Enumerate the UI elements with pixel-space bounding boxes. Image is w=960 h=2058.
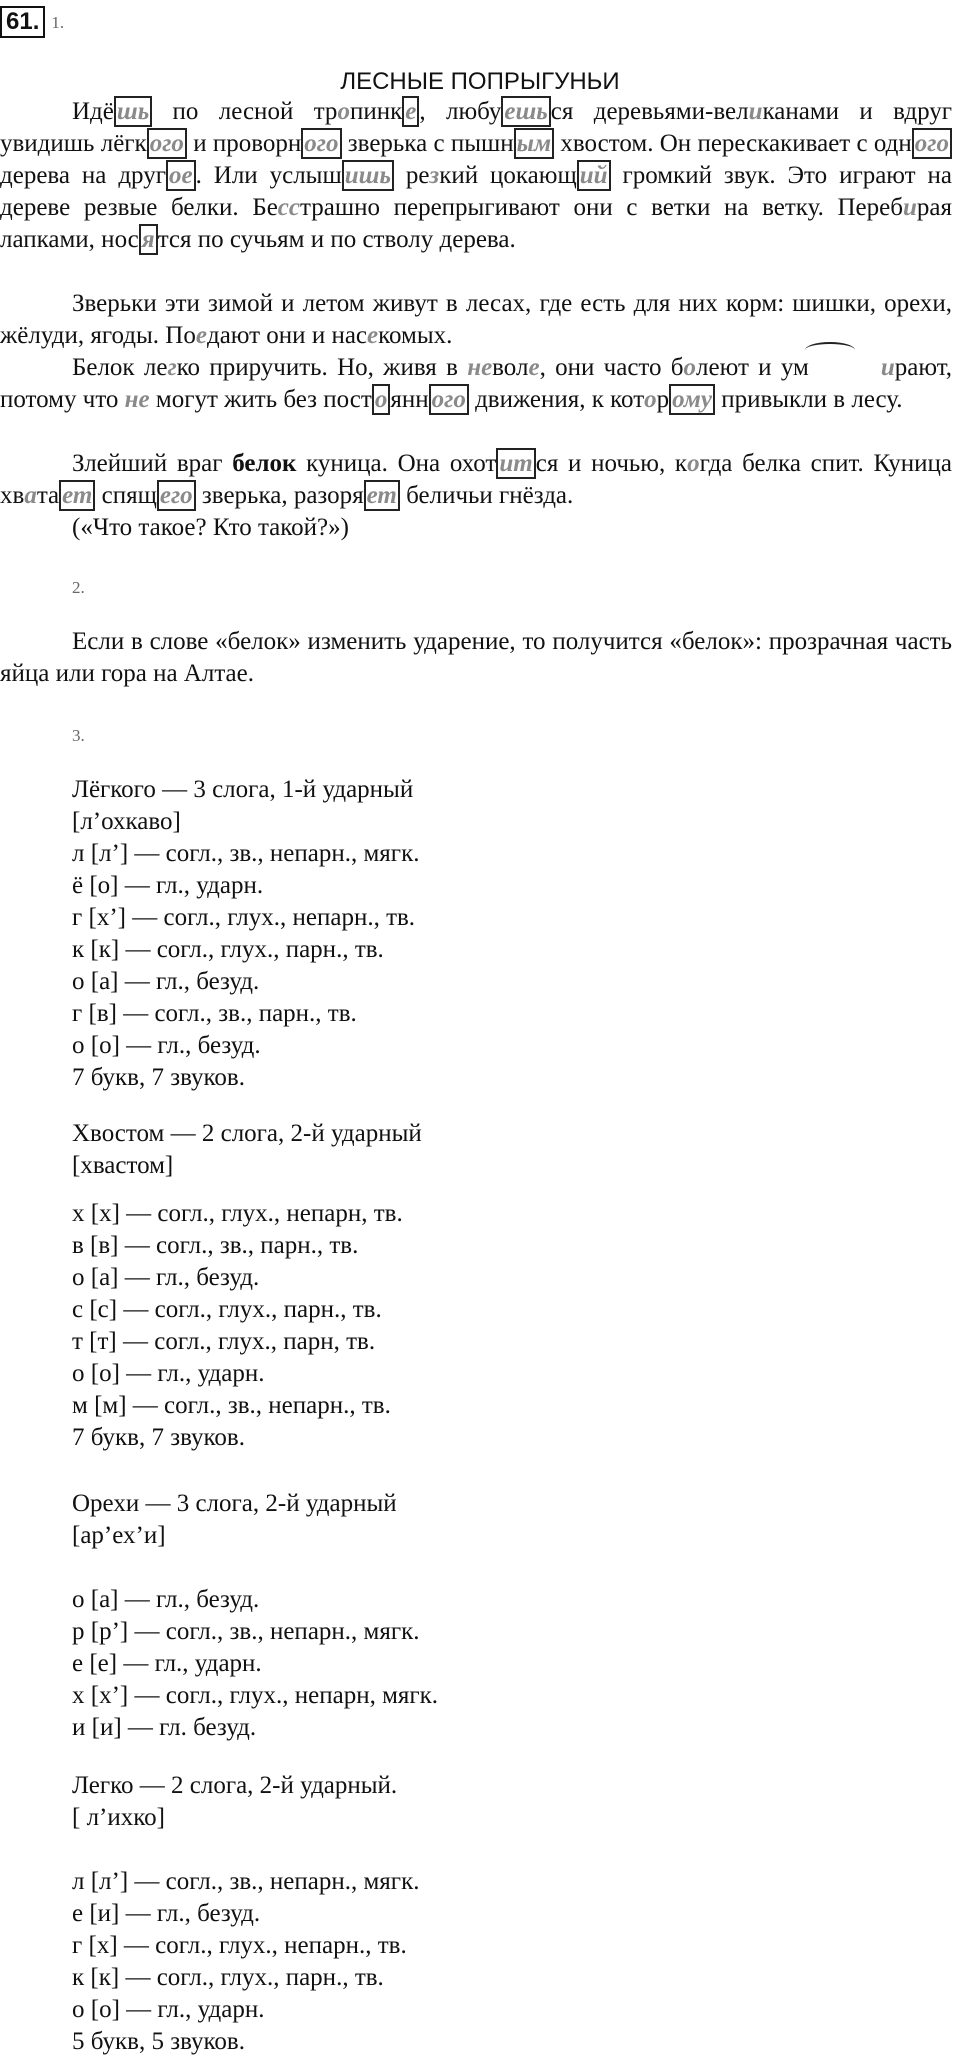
sound-line: к [к] — согл., глух., парн., тв.: [72, 1964, 384, 1991]
word-heading: Легко — 2 слога, 2-й ударный.: [72, 1772, 398, 1799]
word-transcription: [ л’ихко]: [72, 1804, 165, 1831]
word-heading: Лёгкого — 3 слога, 1-й ударный: [72, 776, 414, 803]
text-title: ЛЕСНЫЕ ПОПРЫГУНЬИ: [340, 68, 620, 95]
word-transcription: [хвастом]: [72, 1152, 174, 1179]
sound-line: ё [о] — гл., ударн.: [72, 872, 264, 899]
sound-line: х [х] — согл., глух., непарн, тв.: [72, 1200, 403, 1227]
sound-line: и [и] — гл. безуд.: [72, 1714, 257, 1741]
sound-line: г [х’] — согл., глух., непарн., тв.: [72, 904, 416, 931]
part-2-text: Если в слове «белок» изменить ударение, то получится «белок»: прозрачная часть яйца или гора на Алтае.: [0, 628, 952, 687]
sound-line: х [х’] — согл., глух., непарн, мягк.: [72, 1682, 439, 1709]
word-heading: Орехи — 3 слога, 2-й ударный: [72, 1490, 397, 1517]
letter-count: 7 букв, 7 звуков.: [72, 1424, 245, 1451]
sound-line: м [м] — согл., зв., непарн., тв.: [72, 1392, 391, 1419]
letter-count: 7 букв, 7 звуков.: [72, 1064, 245, 1091]
exercise-header: [0, 6, 64, 38]
text-paragraph-4: Злейший враг белок куница. Она охот ит ся и ночью, когда белка спит. Куница хвата ет спящ его зверька, разоря ет беличьи гнёзда.: [0, 450, 953, 509]
sound-line: к [к] — согл., глух., парн., тв.: [72, 936, 384, 963]
word-heading: Хвостом — 2 слога, 2-й ударный: [72, 1120, 422, 1147]
sound-line: с [с] — согл., глух., парн., тв.: [72, 1296, 382, 1323]
sound-line: в [в] — согл., зв., парн., тв.: [72, 1232, 359, 1259]
text-paragraph-2: Зверьки эти зимой и летом живут в лесах, где есть для них корм: шишки, орехи, жёлуди, ягоды. Поедают они и насекомых.: [0, 290, 952, 349]
text-paragraph-1: Идё шь по лесной тропинк е , любу ешь ся деревьями-великанами и вдруг увидишь лёгк ого и проворн ого зверька с пышн ым хвостом. Он перескакивает с одн ого дерева на друг ое . Или услыш ишь резкий цокающ ий громкий звук. Это играют на дереве резвые белки. Бесстрашно перепрыгивают они с ветки на ветку. Перебирая лапками, нос я тся по сучьям и по стволу дерева.: [0, 98, 952, 253]
text-source: («Что такое? Кто такой?»): [72, 514, 349, 541]
word-parse-legkogo: [72, 774, 419, 1094]
sound-line: л [л’] — согл., зв., непарн., мягк.: [72, 1868, 420, 1895]
word-parse-khvostom: [72, 1118, 422, 1454]
part-1-label: 1.: [51, 13, 65, 33]
sound-line: е [е] — гл., ударн.: [72, 1650, 262, 1677]
sound-line: о [а] — гл., безуд.: [72, 968, 260, 995]
word-transcription: [ар’ех’и]: [72, 1522, 166, 1549]
exercise-number: 61.: [0, 6, 45, 38]
sound-line: о [о] — гл., ударн.: [72, 1996, 265, 2023]
word-transcription: [л’охкаво]: [72, 808, 181, 835]
sound-line: г [х] — согл., глух., непарн., тв.: [72, 1932, 407, 1959]
part-2-label: 2.: [72, 578, 85, 597]
sound-line: г [в] — согл., зв., парн., тв.: [72, 1000, 357, 1027]
part-3-label: 3.: [72, 726, 85, 745]
sound-line: о [а] — гл., безуд.: [72, 1264, 260, 1291]
sound-line: л [л’] — согл., зв., непарн., мягк.: [72, 840, 420, 867]
sound-line: о [о] — гл., ударн.: [72, 1360, 265, 1387]
sound-line: о [о] — гл., безуд.: [72, 1032, 261, 1059]
sound-line: р [р’] — согл., зв., непарн., мягк.: [72, 1618, 420, 1645]
text-paragraph-3: Белок легко приручить. Но, живя в неволе, они часто болеют и ум ирают, потому что не могут жить без пост о янн ого движения, к котор ому привыкли в лесу.: [0, 354, 952, 413]
word-parse-legko: [72, 1770, 419, 2058]
sound-line: е [и] — гл., безуд.: [72, 1900, 261, 1927]
sound-line: т [т] — согл., глух., парн, тв.: [72, 1328, 376, 1355]
letter-count: 5 букв, 5 звуков.: [72, 2028, 245, 2055]
sound-line: о [а] — гл., безуд.: [72, 1586, 260, 1613]
word-parse-orekhi: [72, 1488, 438, 1744]
